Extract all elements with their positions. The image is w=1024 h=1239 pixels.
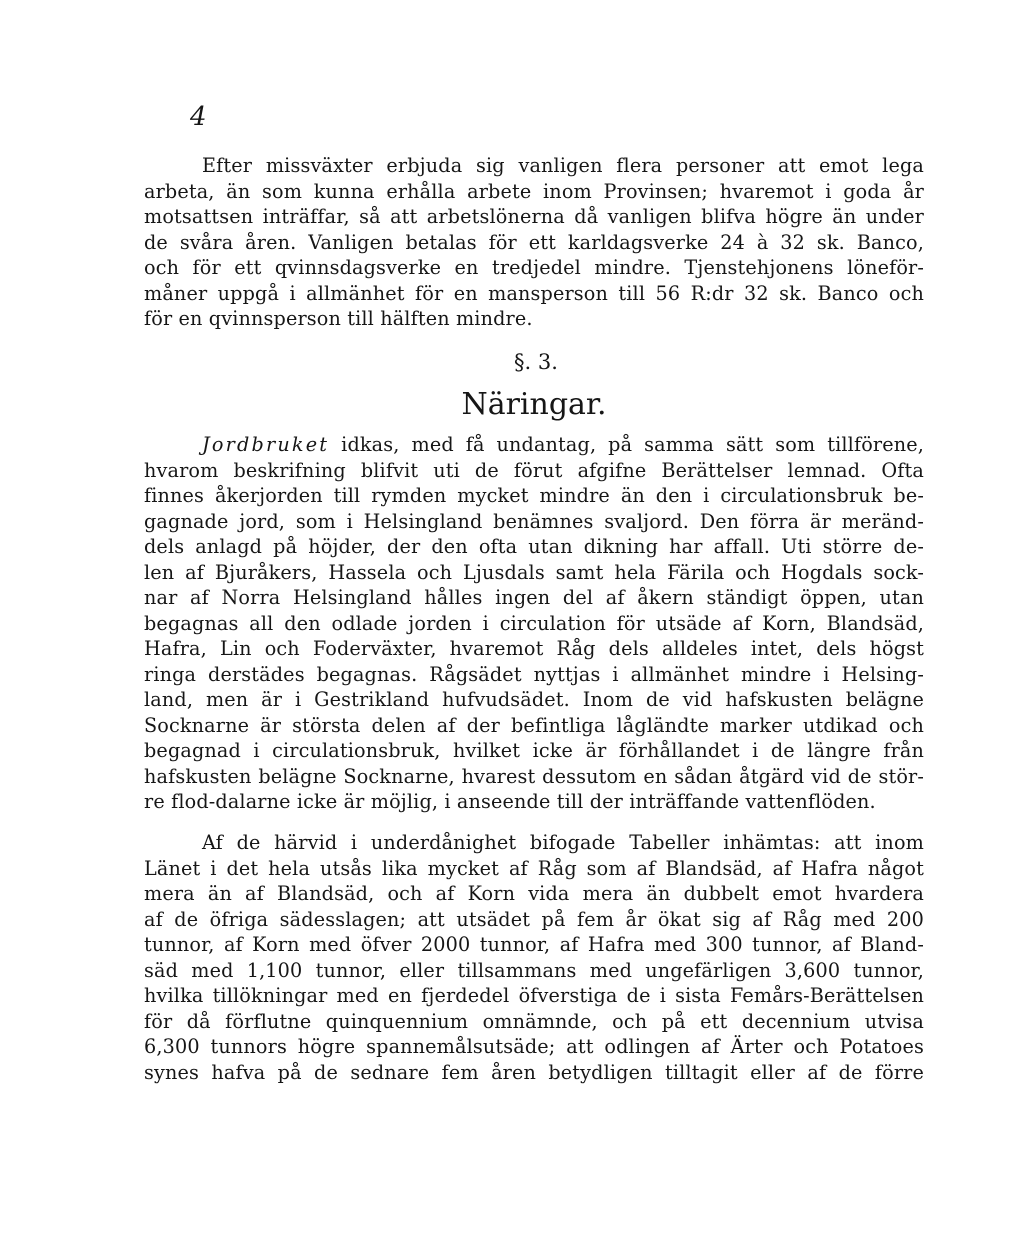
text-line-first xyxy=(144,432,924,458)
paragraph-tables xyxy=(144,830,924,1085)
section-heading: Näringar. xyxy=(461,387,607,422)
text-line: gagnade jord, som i Helsingland benämnes svaljord. Den förra är meränd- xyxy=(144,509,924,533)
text-line: af de öfriga sädesslagen; att utsädet på fem år ökat sig af Råg med 200 xyxy=(144,907,924,931)
text-line: måner uppgå i allmänhet för en mansperson till 56 R:dr 32 sk. Banco och xyxy=(144,281,924,305)
text-line: och för ett qvinnsdagsverke en tredjedel mindre. Tjenstehjonens löneför- xyxy=(144,256,924,279)
text-line: motsattsen inträffar, så att arbetslönerna då vanligen blifva högre än under xyxy=(144,205,924,228)
text-line: Af de härvid i underdånighet bifogade Tabeller inhämtas: att inom xyxy=(202,831,924,854)
section-mark: §. 3. xyxy=(514,350,558,374)
text-line: dels anlagd på höjder, der den ofta utan dikning har affall. Uti större de- xyxy=(144,535,924,558)
paragraph-agriculture xyxy=(144,432,924,815)
text-line: hvilka tillökningar med en fjerdedel öfverstiga de i sista Femårs-Berättelsen xyxy=(144,984,924,1007)
text-fragment: idkas, med få undantag, på samma sätt som tillförene, xyxy=(329,433,924,456)
text-line: land, men är i Gestrikland hufvudsädet. Inom de vid hafskusten belägne xyxy=(144,688,924,711)
text-line: nar af Norra Helsingland hålles ingen del af åkern ständigt öppen, utan xyxy=(144,586,924,609)
text-line: för då förflutne quinquennium omnämnde, och på ett decennium utvisa xyxy=(144,1009,924,1033)
text-line: hvarom beskrifning blifvit uti de förut afgifne Berättelser lemnad. Ofta xyxy=(144,458,924,482)
text-line: tunnor, af Korn med öfver 2000 tunnor, af Hafra med 300 tunnor, af Bland- xyxy=(144,933,924,956)
emphasized-term: Jordbruket xyxy=(202,433,330,456)
text-line: 6,300 tunnors högre spannemålsutsäde; att odlingen af Ärter och Potatoes xyxy=(144,1035,924,1058)
text-line: Efter missväxter erbjuda sig vanligen flera personer att emot lega xyxy=(202,154,924,177)
text-line: synes hafva på de sednare fem åren betydligen tilltagit eller af de förre xyxy=(144,1060,924,1084)
paragraph-labor-wages xyxy=(144,153,924,332)
text-line: len af Bjuråkers, Hassela och Ljusdals samt hela Färila och Hogdals sock- xyxy=(144,560,924,584)
text-line: re flod-dalarne icke är möjlig, i anseende till der inträffande vattenflöden. xyxy=(144,790,876,813)
text-line: för en qvinnsperson till hälften mindre. xyxy=(144,307,533,330)
text-line: de svåra åren. Vanligen betalas för ett karldagsverke 24 à 32 sk. Banco, xyxy=(144,230,924,254)
text-line: säd med 1,100 tunnor, eller tillsammans med ungefärligen 3,600 tunnor, xyxy=(144,958,924,982)
text-line: begagnas all den odlade jorden i circulation för utsäde af Korn, Blandsäd, xyxy=(144,611,924,635)
text-line: ringa derstädes begagnas. Rågsädet nyttjas i allmänhet mindre i Helsing- xyxy=(144,662,924,686)
text-line: Hafra, Lin och Foderväxter, hvaremot Råg dels alldeles intet, dels högst xyxy=(144,637,924,660)
text-line: finnes åkerjorden till rymden mycket mindre än den i circulationsbruk be- xyxy=(144,484,924,507)
text-line: Länet i det hela utsås lika mycket af Råg som af Blandsäd, af Hafra något xyxy=(144,856,924,880)
text-line: mera än af Blandsäd, och af Korn vida mera än dubbelt emot hvardera xyxy=(144,882,924,905)
text-line: hafskusten belägne Socknarne, hvarest dessutom en sådan åtgärd vid de stör- xyxy=(144,764,924,788)
page-number: 4 xyxy=(190,102,207,132)
text-line: arbeta, än som kunna erhålla arbete inom Provinsen; hvaremot i goda år xyxy=(144,179,924,203)
text-line: Socknarne är största delen af der befintliga lågländte marker utdikad och xyxy=(144,713,924,737)
text-line: begagnad i circulationsbruk, hvilket icke är förhållandet i de längre från xyxy=(144,739,924,762)
